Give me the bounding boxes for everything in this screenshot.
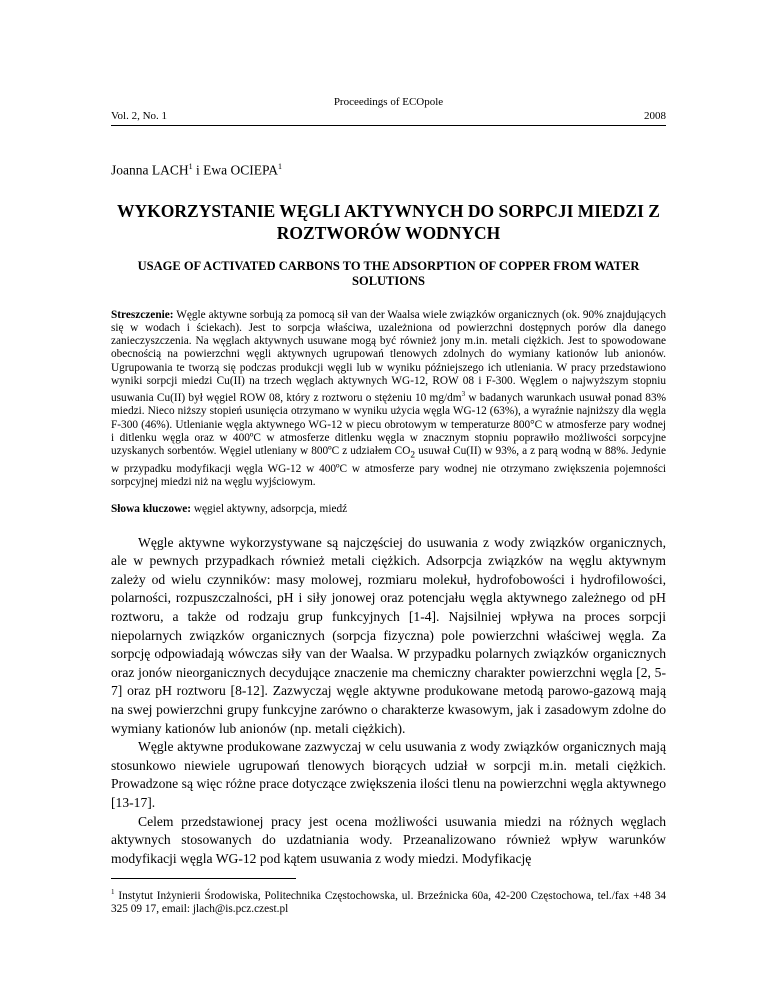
running-header [111,110,666,126]
body-paragraph-1: Węgle aktywne wykorzystywane są najczęściej do usuwania z wody związków organicznych, ale w pewnych przypadkach również metali ciężkich. Adsorpcja związków na węglu aktywnym zależy od wielu czynników: masy molowej, rozmiaru molekuł, hydrofobowości i hydrofilowości, polarności, rozpuszczalności, pH i siły jonowej oraz potencjału węgla aktywnego zależnego od pH roztworu, a także od rodzaju grup funkcyjnych [1-4]. Najsilniej wpływa na proces sorpcji niepolarnych związków organicznych (sorpcja fizyczna) pole powierzchni właściwej węgla. Za sorpcję odpowiadają wówczas siły van der Waalsa. W przypadku polarnych związków organicznych oraz jonów nieorganicznych decydujące znaczenie ma chemiczny charakter powierzchni węgla [2, 5-7] oraz pH roztworu [8-12]. Zazwyczaj węgle aktywne produkowane metodą parowo-gazową mają na swej powierzchni grupy funkcyjne zarówno o charakterze kwasowym, jak i zasadowym zdolne do wymiany kationów lub anionów (np. metali ciężkich). [111,534,666,736]
publication-year: 2008 [644,110,666,122]
authors-line [111,159,666,179]
keywords-label: Słowa kluczowe: [111,503,192,516]
paper-page [111,96,666,917]
footnote-text: Instytut Inżynierii Środowiska, Politechnika Częstochowska, ul. Brzeźnicka 60a, 42-200 Częstochowa, tel./fax +48 34 325 09 17, email: jlach@is.pcz.czest.pl [111,890,666,916]
body-paragraph-2: Węgle aktywne produkowane zazwyczaj w celu usuwania z wody związków organicznych mają stosunkowo niewiele ugrupowań tlenowych biorących udział w sorpcji m.in. metali ciężkich. Prowadzone są więc różne prace dotyczące zwiększenia ilości tlenu na powierzchni węgla aktywnego [13-17]. [111,739,666,810]
abstract [111,309,666,490]
journal-name: Proceedings of ECOpole [333,96,444,108]
paper-title-english: USAGE OF ACTIVATED CARBONS TO THE ADSORPTION OF COPPER FROM WATER SOLUTIONS [137,258,640,288]
volume-number: Vol. 2, No. 1 [111,110,168,122]
footnote-divider [111,878,296,879]
abstract-text-part-1: Węgle aktywne sorbują za pomocą sił van der Waalsa wiele związków organicznych (ok. 90% znajdujących się w wodach i ściekach). Jest to sorpcja właściwa, uzależniona od powierzchni dostępnych porów dla danego zanieczyszczenia. Na węglach aktywnych usuwane mogą być również jony m.in. metali ciężkich. Jest to spowodowane obecnością na powierzchni węgli aktywnych ugrupowań tlenowych zdolnych do wymiany kationów lub anionów. Ugrupowania te tworzą się podczas produkcji węgli lub w wyniku późniejszego ich utleniania. W pracy przedstawiono wyniki sorpcji miedzi Cu(II) na trzech węglach aktywnych WG-12, ROW 08 i F-300. Węglem o najwyższym stopniu usuwania Cu(II) był węgiel ROW 08, który z roztworu o stężeniu 10 mg/dm [111,308,666,405]
author-conjunction: i [192,162,204,178]
abstract-label: Streszczenie: [111,308,174,321]
author-1-affiliation-mark: 1 [188,162,193,171]
abstract-subscript: 2 [410,450,416,461]
abstract-superscript: 3 [461,390,466,399]
body-text [111,534,666,869]
paper-title-polish: WYKORZYSTANIE WĘGLI AKTYWNYCH DO SORPCJI MIEDZI Z ROZTWORÓW WODNYCH [117,200,660,243]
footnote [111,886,666,916]
footnote-mark: 1 [111,888,115,897]
abstract-text-part-2: w badanych warunkach usuwał ponad 83% miedzi. Nieco niższy stopień usunięcia otrzymano w wyniku użycia węgla WG-12 (63%), a wyraźnie najniższy dla węgla F-300 (46%). Utlenianie węgla aktywnego WG-12 w piecu obrotowym w temperaturze 800°C w atmosferze pary wodnej i ditlenku węgla oraz w 400ºC w atmosferze ditlenku węgla w znacznym stopniu poprawiło możliwości sorpcyjne uzyskanych sorbentów. Węgiel utleniany w 800ºC z udziałem CO [111,392,666,458]
abstract-text-part-3: usuwał Cu(II) w 93%, a z parą wodną w 88%. Jedynie w przypadku modyfikacji węgla WG-12 w 400ºC w atmosferze pary wodnej nie otrzymano zwiększenia pojemności sorpcyjnej miedzi niż na węglu wyjściowym. [111,445,666,489]
body-paragraph-3: Celem przedstawionej pracy jest ocena możliwości usuwania miedzi na różnych węglach aktywnych stosowanych do uzdatniania wody. Przeanalizowano również wpływ warunków modyfikacji węgla WG-12 pod kątem usuwania z wody miedzi. Modyfikację [111,813,666,866]
keywords [111,503,666,516]
author-2-affiliation-mark: 1 [278,162,283,171]
author-2: Ewa OCIEPA [203,162,279,178]
author-1: Joanna LACH [111,162,189,178]
keywords-text: węgiel aktywny, adsorpcja, miedź [191,503,348,516]
